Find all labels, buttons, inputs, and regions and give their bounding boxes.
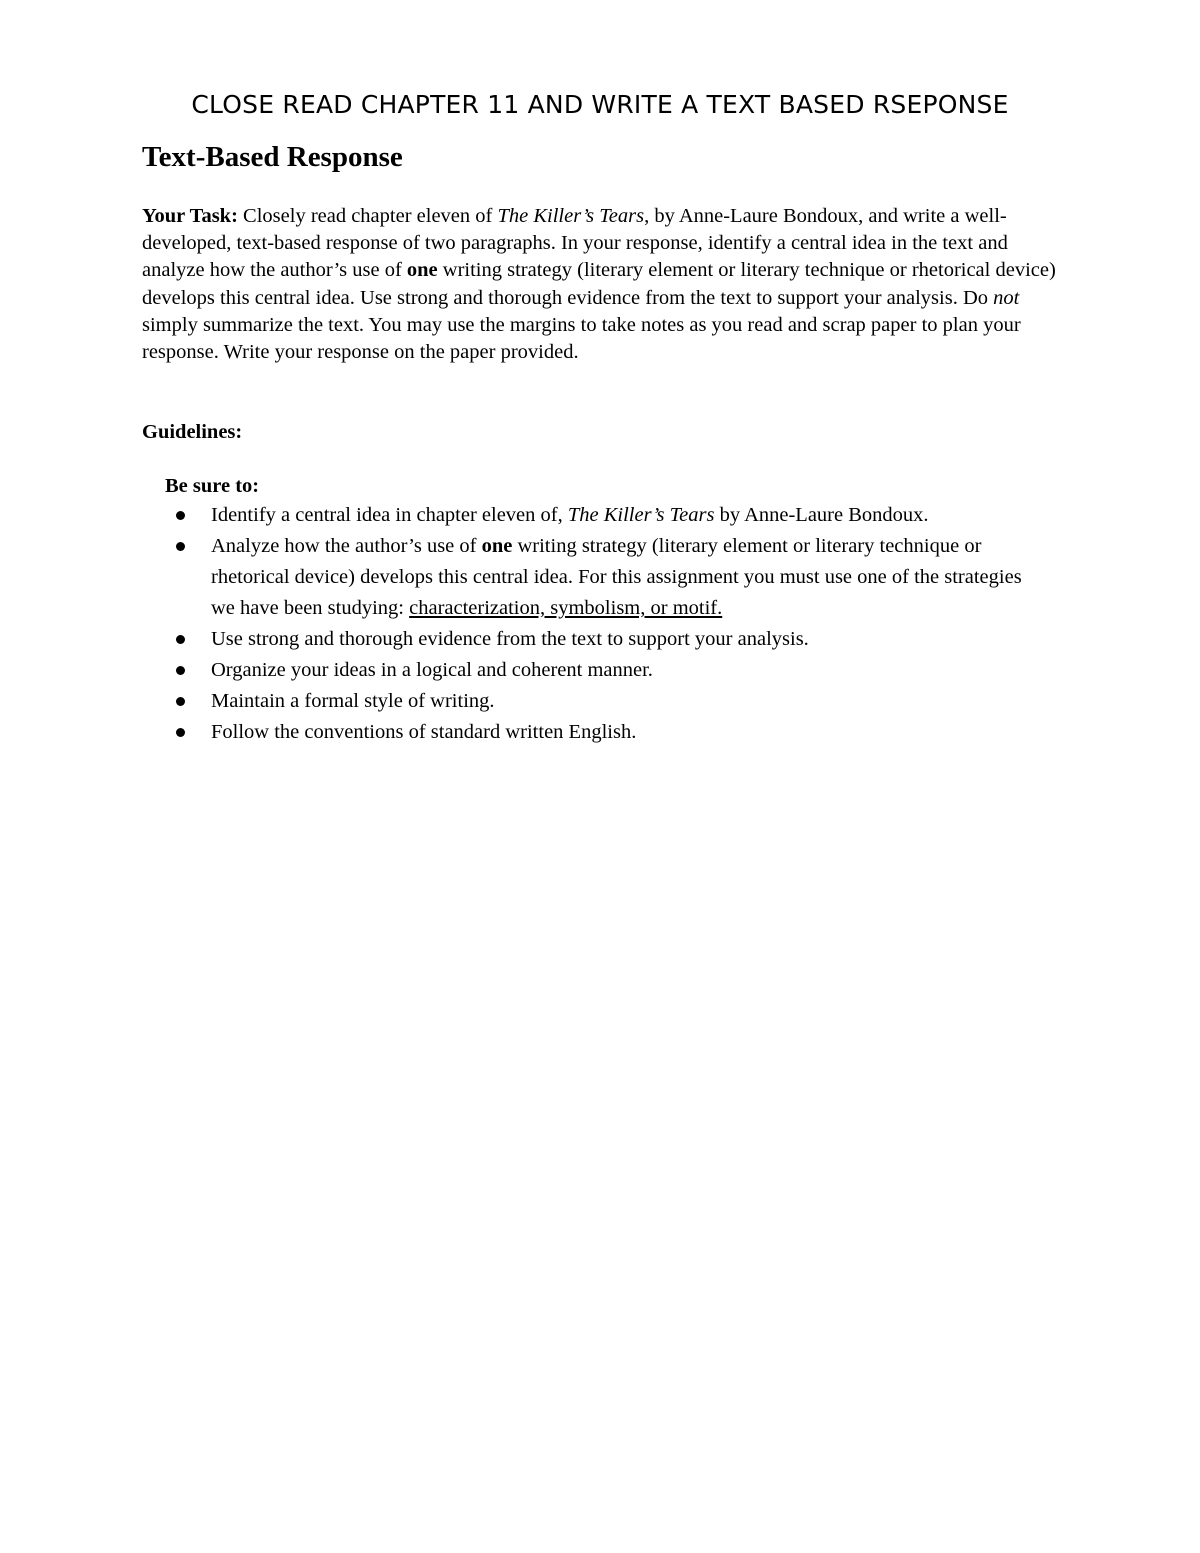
list-item bbox=[170, 531, 1050, 624]
section-heading: Text-Based Response bbox=[142, 141, 403, 173]
bullet-icon bbox=[176, 728, 185, 737]
strategies-underlined: characterization, symbolism, or motif. bbox=[409, 597, 723, 619]
bullet-icon bbox=[176, 697, 185, 706]
task-text-2: , by Anne-Laure Bondoux, and write a well-developed, text-based response of two paragraphs. In your response, identify a central idea in the text and analyze how the author’s use of bbox=[142, 205, 1008, 282]
bullet-text: Organize your ideas in a logical and coherent manner. bbox=[211, 659, 653, 681]
list-item bbox=[170, 717, 1050, 748]
bullet-icon bbox=[176, 666, 185, 675]
task-text-3: writing strategy (literary element or literary technique or rhetorical device) develops this central idea. Use strong and thorough evidence from the text to support your analysis. Do bbox=[142, 259, 1056, 309]
bullet-text: Identify a central idea in chapter eleven of, bbox=[211, 504, 568, 526]
task-text-4: simply summarize the text. You may use the margins to take notes as you read and scrap paper to plan your response. Write your response on the paper provided. bbox=[142, 313, 1021, 364]
bullet-text: by Anne-Laure Bondoux. bbox=[714, 504, 929, 526]
task-text-1: Closely read chapter eleven of bbox=[237, 205, 498, 227]
document-title: CLOSE READ CHAPTER 11 AND WRITE A TEXT BASED RSEPONSE bbox=[191, 90, 1009, 119]
guidelines-label: Guidelines: bbox=[142, 421, 243, 443]
bullet-text: Follow the conventions of standard written English. bbox=[211, 721, 637, 743]
bullet-book-title: The Killer’s Tears bbox=[567, 504, 715, 526]
list-item bbox=[170, 624, 1050, 655]
bullet-icon bbox=[176, 511, 185, 520]
task-book-title: The Killer’s Tears bbox=[497, 205, 645, 227]
bullet-text: Maintain a formal style of writing. bbox=[211, 690, 495, 712]
be-sure-label: Be sure to: bbox=[165, 475, 260, 497]
task-paragraph bbox=[142, 203, 1072, 366]
bullet-icon bbox=[176, 635, 185, 644]
task-label: Your Task: bbox=[142, 205, 238, 227]
bullet-text: Analyze how the author’s use of bbox=[211, 535, 482, 557]
task-emphasis-not: not bbox=[993, 286, 1020, 309]
guidelines-list bbox=[170, 500, 1050, 748]
bullet-text: writing strategy (literary element or literary technique or rhetorical device) develops this central idea. For this assignment you must use one of the strategies we have been studying: bbox=[211, 535, 1022, 619]
bullet-text: Use strong and thorough evidence from the text to support your analysis. bbox=[211, 628, 809, 650]
bullet-emphasis-one: one bbox=[481, 535, 513, 557]
task-emphasis-one: one bbox=[406, 259, 438, 282]
list-item bbox=[170, 686, 1050, 717]
bullet-icon bbox=[176, 542, 185, 551]
list-item bbox=[170, 500, 1050, 531]
list-item bbox=[170, 655, 1050, 686]
